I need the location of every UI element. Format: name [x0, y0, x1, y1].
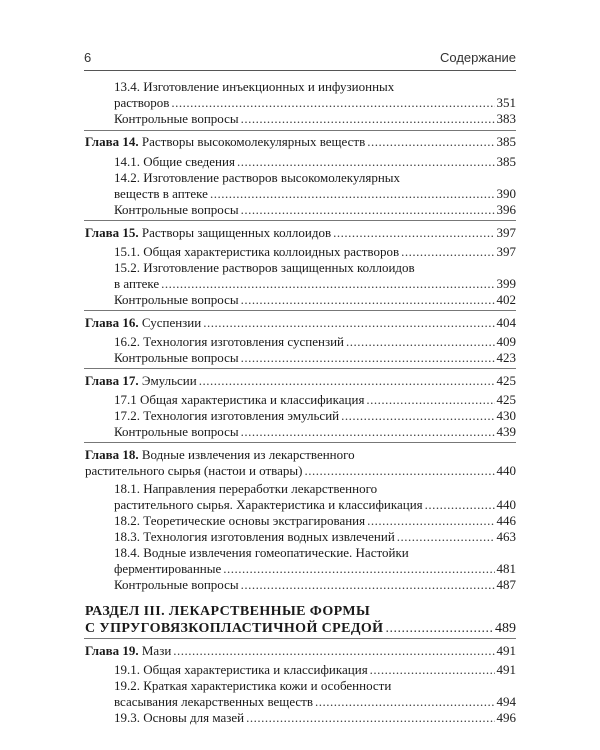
entry-title: 14.1. Общие сведения — [114, 154, 235, 169]
toc-entry-14-questions[interactable] — [114, 202, 516, 218]
entry-title: 18.4. Водные извлечения гомеопатические. Настойки — [114, 545, 409, 560]
toc-entry-18-4-cont[interactable] — [114, 561, 516, 577]
entry-page: 351 — [496, 95, 516, 110]
toc-entry-16-questions[interactable] — [114, 350, 516, 366]
entry-title: 15.1. Общая характеристика коллоидных растворов — [114, 244, 400, 259]
dot-leader — [241, 577, 495, 593]
toc-chapter-16[interactable] — [85, 315, 516, 331]
dot-leader — [173, 643, 494, 659]
toc-chapter-18-cont[interactable] — [85, 463, 516, 479]
chapter-page: 385 — [496, 134, 516, 149]
chapter-title: Мази — [141, 643, 172, 658]
entry-page: 463 — [496, 529, 516, 544]
toc-entry-18-3[interactable] — [114, 529, 516, 545]
chapter-label: Глава 19. — [85, 643, 139, 658]
chapter-label: Глава 16. — [85, 315, 139, 330]
dot-leader — [367, 513, 494, 529]
dot-leader — [203, 315, 494, 331]
part-page: 489 — [495, 621, 516, 636]
chapter-title: Растворы защищенных коллоидов — [141, 225, 332, 240]
dot-leader — [397, 529, 495, 545]
running-header — [84, 50, 516, 68]
toc-entry-18-questions[interactable] — [114, 577, 516, 593]
dot-leader — [370, 662, 495, 678]
dot-leader — [210, 186, 495, 202]
entry-page: 446 — [496, 513, 516, 528]
toc-entry-15-1[interactable] — [114, 244, 516, 260]
toc-entry-15-questions[interactable] — [114, 292, 516, 308]
entry-page: 487 — [496, 577, 516, 592]
entry-title: Контрольные вопросы — [114, 202, 239, 217]
entry-title: 18.1. Направления переработки лекарственного — [114, 481, 378, 496]
toc-entry-16-2[interactable] — [114, 334, 516, 350]
toc-entry-19-1[interactable] — [114, 662, 516, 678]
entry-title: 19.2. Краткая характеристика кожи и особенности — [114, 678, 392, 693]
chapter-page: 440 — [496, 463, 516, 478]
toc-chapter-17[interactable] — [85, 373, 516, 389]
chapter-label: Глава 18. — [85, 447, 139, 462]
toc-chapter-14[interactable] — [85, 134, 516, 150]
dot-leader — [241, 424, 495, 440]
dot-leader — [237, 154, 495, 170]
entry-title: 17.2. Технология изготовления эмульсий — [114, 408, 340, 423]
entry-title: ферментированные — [114, 561, 222, 576]
entry-page: 425 — [496, 392, 516, 407]
dot-leader — [241, 292, 495, 308]
chapter-divider — [84, 368, 516, 369]
dot-leader — [346, 334, 495, 350]
entry-page: 491 — [496, 662, 516, 677]
entry-page: 439 — [496, 424, 516, 439]
entry-title: 19.1. Общая характеристика и классификация — [114, 662, 368, 677]
chapter-label: Глава 14. — [85, 134, 139, 149]
toc-entry-13-questions[interactable] — [114, 111, 516, 127]
dot-leader — [366, 392, 494, 408]
dot-leader — [241, 350, 495, 366]
chapter-label: Глава 15. — [85, 225, 139, 240]
entry-title: всасывания лекарственных веществ — [114, 694, 313, 709]
chapter-title: Эмульсии — [141, 373, 197, 388]
entry-title: 17.1 Общая характеристика и классификация — [114, 392, 365, 407]
entry-page: 430 — [496, 408, 516, 423]
dot-leader — [171, 95, 494, 111]
chapter-page: 397 — [496, 225, 516, 240]
entry-page: 409 — [496, 334, 516, 349]
entry-title: 18.3. Технология изготовления водных извлечений — [114, 529, 395, 544]
entry-title: Контрольные вопросы — [114, 350, 239, 365]
entry-title: Контрольные вопросы — [114, 577, 239, 592]
entry-page: 496 — [496, 710, 516, 725]
toc-entry-15-2[interactable] — [114, 260, 516, 276]
entry-title: Контрольные вопросы — [114, 424, 239, 439]
toc-entry-14-1[interactable] — [114, 154, 516, 170]
chapter-page: 425 — [496, 373, 516, 388]
entry-page: 399 — [496, 276, 516, 291]
chapter-divider — [84, 310, 516, 311]
toc-entry-19-2[interactable] — [114, 678, 516, 694]
dot-leader — [161, 276, 494, 292]
toc-entry-18-2[interactable] — [114, 513, 516, 529]
header-rule — [84, 70, 516, 71]
entry-page: 440 — [496, 497, 516, 512]
dot-leader — [241, 111, 495, 127]
dot-leader — [241, 202, 495, 218]
toc-entry-18-1-cont[interactable] — [114, 497, 516, 513]
entry-title: в аптеке — [114, 276, 160, 291]
entry-title: 15.2. Изготовление растворов защищенных коллоидов — [114, 260, 415, 275]
toc-part-3[interactable] — [85, 604, 516, 620]
entry-title: веществ в аптеке — [114, 186, 208, 201]
toc-entry-13-4-cont[interactable] — [114, 95, 516, 111]
dot-leader — [315, 694, 495, 710]
toc-entry-17-2[interactable] — [114, 408, 516, 424]
dot-leader — [385, 621, 493, 637]
entry-title: 13.4. Изготовление инъекционных и инфузионных — [114, 79, 395, 94]
dot-leader — [367, 134, 494, 150]
page-number: 6 — [84, 50, 92, 65]
entry-title: растительного сырья. Характеристика и классификация — [114, 497, 423, 512]
entry-title: 16.2. Технология изготовления суспензий — [114, 334, 344, 349]
toc-entry-14-2[interactable] — [114, 170, 516, 186]
dot-leader — [304, 463, 494, 479]
toc-entry-19-2-cont[interactable] — [114, 694, 516, 710]
dot-leader — [401, 244, 494, 260]
dot-leader — [425, 497, 495, 513]
entry-title: растворов — [114, 95, 170, 110]
entry-page: 423 — [496, 350, 516, 365]
chapter-divider — [84, 638, 516, 639]
entry-page: 402 — [496, 292, 516, 307]
entry-page: 481 — [496, 561, 516, 576]
entry-page: 383 — [496, 111, 516, 126]
entry-page: 494 — [496, 694, 516, 709]
dot-leader — [341, 408, 494, 424]
chapter-divider — [84, 130, 516, 131]
chapter-title: Растворы высокомолекулярных веществ — [141, 134, 366, 149]
chapter-page: 404 — [496, 315, 516, 330]
chapter-label: Глава 17. — [85, 373, 139, 388]
dot-leader — [223, 561, 494, 577]
section-title: Содержание — [440, 50, 516, 65]
chapter-title: Суспензии — [141, 315, 202, 330]
dot-leader — [333, 225, 494, 241]
toc-part-3-cont[interactable] — [85, 621, 516, 637]
chapter-title: Водные извлечения из лекарственного — [141, 447, 355, 462]
entry-title: 19.3. Основы для мазей — [114, 710, 245, 725]
entry-title: 18.2. Теоретические основы экстрагирования — [114, 513, 366, 528]
chapter-page: 491 — [496, 643, 516, 658]
dot-leader — [199, 373, 495, 389]
toc-entry-19-3[interactable] — [114, 710, 516, 726]
dot-leader — [246, 710, 494, 726]
entry-title: 14.2. Изготовление растворов высокомолекулярных — [114, 170, 401, 185]
toc-entry-17-questions[interactable] — [114, 424, 516, 440]
toc-chapter-15[interactable] — [85, 225, 516, 241]
toc-entry-13-4[interactable] — [114, 79, 516, 95]
toc-entry-18-4[interactable] — [114, 545, 516, 561]
entry-page: 396 — [496, 202, 516, 217]
entry-page: 385 — [496, 154, 516, 169]
entry-title: Контрольные вопросы — [114, 111, 239, 126]
part-title: РАЗДЕЛ III. ЛЕКАРСТВЕННЫЕ ФОРМЫ — [85, 604, 371, 619]
toc-entry-14-2-cont[interactable] — [114, 186, 516, 202]
toc-chapter-19[interactable] — [85, 643, 516, 659]
toc-chapter-18[interactable] — [85, 447, 516, 463]
toc-entry-18-1[interactable] — [114, 481, 516, 497]
entry-page: 397 — [496, 244, 516, 259]
toc-entry-17-1[interactable] — [114, 392, 516, 408]
entry-title: Контрольные вопросы — [114, 292, 239, 307]
chapter-divider — [84, 220, 516, 221]
part-title: С УПРУГОВЯЗКОПЛАСТИЧНОЙ СРЕДОЙ — [85, 621, 384, 636]
toc-entry-15-2-cont[interactable] — [114, 276, 516, 292]
entry-page: 390 — [496, 186, 516, 201]
chapter-title: растительного сырья (настои и отвары) — [85, 463, 303, 478]
chapter-divider — [84, 442, 516, 443]
